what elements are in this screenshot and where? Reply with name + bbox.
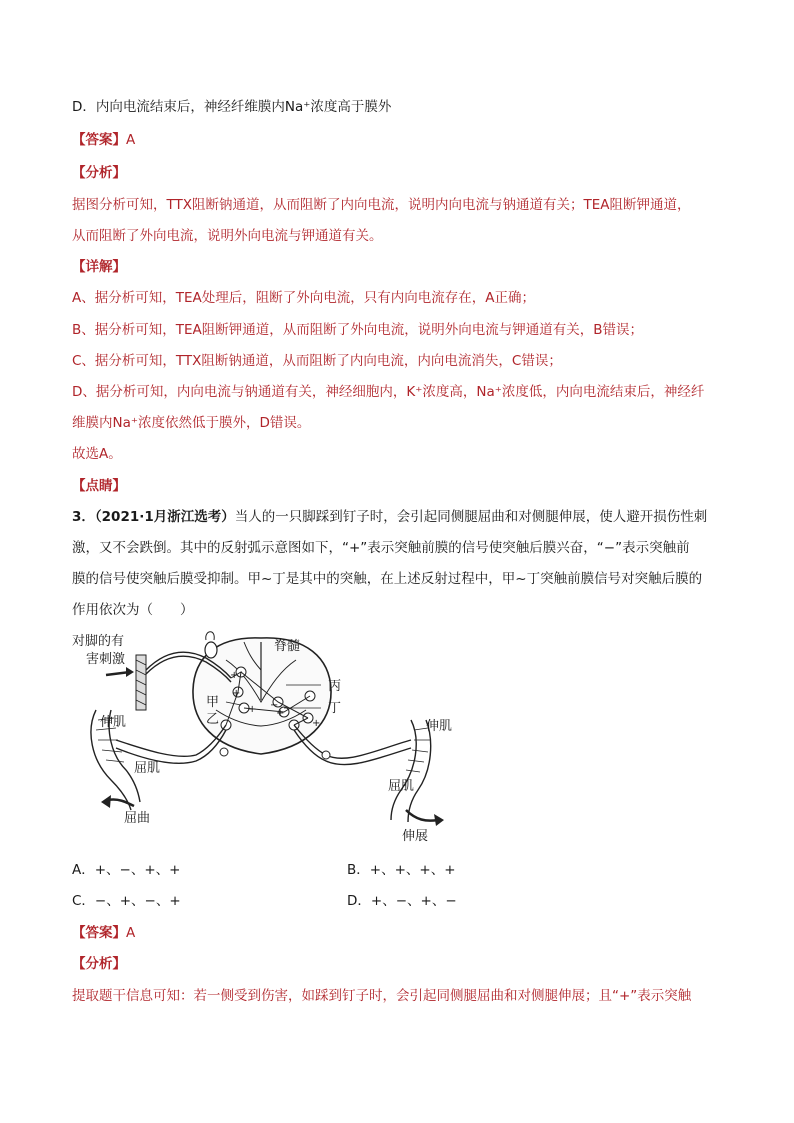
answer-1 bbox=[72, 130, 722, 150]
detail-tag: 【详解】 bbox=[72, 259, 126, 275]
label-jia: 甲 bbox=[206, 695, 220, 710]
detail-d-line-1: D、据分析可知，内向电流与钠通道有关，神经细胞内，K⁺浓度高，Na⁺浓度低，内向电流结束后，神经纤 bbox=[72, 384, 705, 400]
analysis-1-tag: 【分析】 bbox=[72, 165, 126, 181]
analysis-2-line-1: 提取题干信息可知：若一侧受到伤害，如踩到钉子时，会引起同侧腿屈曲和对侧腿伸展；且“+”表示突触 bbox=[72, 988, 692, 1004]
answer-tag: 【答案】 bbox=[72, 925, 126, 941]
label-flexor-left: 屈肌 bbox=[134, 761, 161, 776]
option-c[interactable]: C．−、+、−、+ bbox=[72, 893, 181, 909]
option-d-previous: D．内向电流结束后，神经纤维膜内Na⁺浓度高于膜外 bbox=[72, 99, 392, 115]
comment-tag: 【点睛】 bbox=[72, 478, 126, 494]
detail-b: B、据分析可知，TEA阻断钾通道，从而阻断了外向电流，说明外向电流与钾通道有关，B错误； bbox=[72, 322, 644, 338]
question-text: 当人的一只脚踩到钉子时，会引起同侧腿屈曲和对侧腿伸展，使人避开损伤性刺 bbox=[234, 509, 708, 525]
sign-minus-1: − bbox=[270, 700, 279, 711]
choose-answer: 故选A。 bbox=[72, 446, 122, 462]
sign-plus-5: + bbox=[312, 718, 321, 729]
sign-plus-3: + bbox=[248, 704, 257, 715]
reflex-arc-diagram bbox=[66, 630, 466, 845]
label-spinal-cord: 脊髓 bbox=[274, 639, 301, 654]
answer-value: A bbox=[126, 132, 136, 148]
question-3-line-1 bbox=[72, 507, 722, 527]
label-flexor-right: 屈肌 bbox=[388, 779, 415, 794]
detail-c: C、据分析可知，TTX阻断钠通道，从而阻断了内向电流，内向电流消失，C错误； bbox=[72, 353, 562, 369]
label-extensor-left: 伸肌 bbox=[100, 715, 127, 730]
option-a[interactable]: A．+、−、+、+ bbox=[72, 862, 181, 878]
option-b[interactable]: B．+、+、+、+ bbox=[347, 862, 456, 878]
detail-d-line-2: 维膜内Na⁺浓度依然低于膜外，D错误。 bbox=[72, 415, 311, 431]
sign-plus-1: + bbox=[230, 670, 239, 681]
label-flexion: 屈曲 bbox=[124, 811, 151, 826]
question-number: 3． bbox=[72, 509, 95, 525]
option-d[interactable]: D．+、−、+、− bbox=[347, 893, 457, 909]
answer-value: A bbox=[126, 925, 136, 941]
answer-2 bbox=[72, 923, 722, 943]
question-3-line-3: 膜的信号使突触后膜受抑制。甲~丁是其中的突触，在上述反射过程中，甲~丁突触前膜信号对突触后膜的 bbox=[72, 571, 703, 587]
label-yi: 乙 bbox=[206, 712, 220, 727]
question-3-line-4: 作用依次为（ ） bbox=[72, 602, 194, 618]
detail-a: A、据分析可知，TEA处理后，阻断了外向电流，只有内向电流存在，A正确； bbox=[72, 290, 535, 306]
sign-plus-4: + bbox=[276, 708, 285, 719]
label-extension: 伸展 bbox=[402, 829, 429, 844]
answer-tag: 【答案】 bbox=[72, 132, 126, 148]
analysis-1-line-1: 据图分析可知，TTX阻断钠通道，从而阻断了内向电流，说明内向电流与钠通道有关；TEA阻断钾通道， bbox=[72, 197, 691, 213]
right-leg bbox=[391, 720, 444, 826]
label-bing: 丙 bbox=[328, 679, 342, 694]
label-ding: 丁 bbox=[328, 701, 342, 716]
label-stimulus-1: 对脚的有 bbox=[72, 634, 125, 649]
label-extensor-right: 伸肌 bbox=[426, 719, 453, 734]
question-3-line-2: 激，又不会跌倒。其中的反射弧示意图如下，“+”表示突触前膜的信号使突触后膜兴奋，“−”表示突触前 bbox=[72, 540, 690, 556]
sign-plus-2: + bbox=[232, 688, 241, 699]
question-source: （2021·1月浙江选考） bbox=[94, 509, 235, 525]
analysis-2-tag: 【分析】 bbox=[72, 956, 126, 972]
label-stimulus-2: 害刺激 bbox=[86, 652, 126, 667]
analysis-1-line-2: 从而阻断了外向电流，说明外向电流与钾通道有关。 bbox=[72, 228, 383, 244]
